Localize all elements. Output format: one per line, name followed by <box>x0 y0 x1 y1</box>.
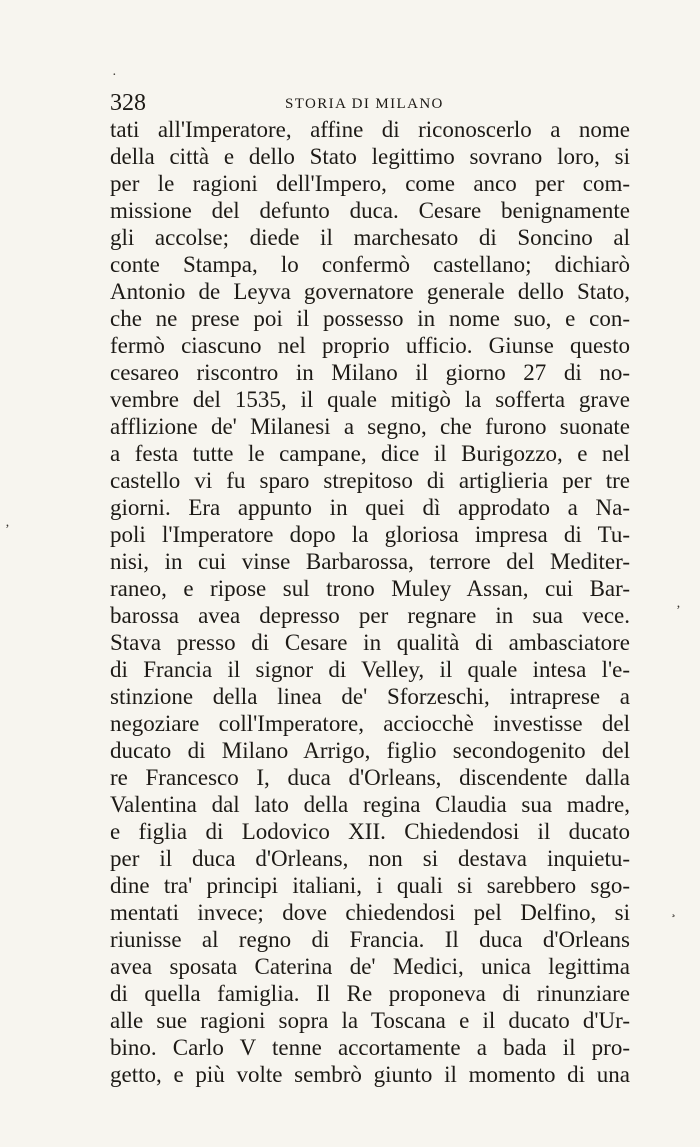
page-header <box>110 90 630 116</box>
text-line: mentati invece; dove chiedendosi pel Delfino, si <box>110 900 630 925</box>
text-line: dine tra' principi italiani, i quali si sarebbero sgo- <box>110 873 630 898</box>
text-line: gli accolse; diede il marchesato di Soncino al <box>110 225 630 250</box>
text-line: afflizione de' Milanesi a segno, che furono suonate <box>110 414 630 439</box>
text-line: tati all'Imperatore, affine di riconoscerlo a nome <box>110 117 630 142</box>
text-line: della città e dello Stato legittimo sovrano loro, si <box>110 144 630 169</box>
text-line: castello vi fu sparo strepitoso di artiglieria per tre <box>110 468 630 493</box>
text-line: alle sue ragioni sopra la Toscana e il ducato d'Ur- <box>110 1008 630 1033</box>
page-number: 328 <box>110 90 146 116</box>
text-line: per le ragioni dell'Impero, come anco per com- <box>110 171 630 196</box>
text-line: getto, e più volte sembrò giunto il momento di una <box>110 1062 630 1087</box>
text-line: riunisse al regno di Francia. Il duca d'Orleans <box>110 927 630 952</box>
text-line: bino. Carlo V tenne accortamente a bada il pro- <box>110 1035 630 1060</box>
text-line: missione del defunto duca. Cesare benignamente <box>110 198 630 223</box>
text-line: fermò ciascuno nel proprio ufficio. Giunse questo <box>110 333 630 358</box>
text-line: Antonio de Leyva governatore generale dello Stato, <box>110 279 630 304</box>
text-line: barossa avea depresso per regnare in sua vece. <box>110 603 630 628</box>
text-line: avea sposata Caterina de' Medici, unica legittima <box>110 954 630 979</box>
text-line: raneo, e ripose sul trono Muley Assan, cui Bar- <box>110 576 630 601</box>
text-line: re Francesco I, duca d'Orleans, discendente dalla <box>110 765 630 790</box>
text-line: di quella famiglia. Il Re proponeva di rinunziare <box>110 981 630 1006</box>
text-line: che ne prese poi il possesso in nome suo, e con- <box>110 306 630 331</box>
text-line: giorni. Era appunto in quei dì approdato a Na- <box>110 495 630 520</box>
speck-mark: ¸ <box>671 903 676 918</box>
text-line: ducato di Milano Arrigo, figlio secondogenito del <box>110 738 630 763</box>
text-line: a festa tutte le campane, dice il Burigozzo, e nel <box>110 441 630 466</box>
text-line: per il duca d'Orleans, non si destava inquietu- <box>110 846 630 871</box>
text-line: e figlia di Lodovico XII. Chiedendosi il ducato <box>110 819 630 844</box>
text-line: Valentina dal lato della regina Claudia sua madre, <box>110 792 630 817</box>
text-line: Stava presso di Cesare in qualità di ambasciatore <box>110 630 630 655</box>
running-head: STORIA DI MILANO <box>285 96 444 112</box>
text-line: conte Stampa, lo confermò castellano; dichiarò <box>110 252 630 277</box>
text-line: di Francia il signor di Velley, il quale intesa l'e- <box>110 657 630 682</box>
text-line: vembre del 1535, il quale mitigò la sofferta grave <box>110 387 630 412</box>
text-line: nisi, in cui vinse Barbarossa, terrore del Mediter- <box>110 549 630 574</box>
text-line: poli l'Imperatore dopo la gloriosa impresa di Tu- <box>110 522 630 547</box>
text-line: negoziare coll'Imperatore, acciocchè investisse del <box>110 711 630 736</box>
text-line: stinzione della linea de' Sforzeschi, intraprese a <box>110 684 630 709</box>
text-line: cesareo riscontro in Milano il giorno 27 di no- <box>110 360 630 385</box>
speck-mark: · <box>112 68 117 83</box>
speck-mark: ‚ <box>5 515 10 530</box>
speck-mark: ‚ <box>676 596 681 611</box>
body-text <box>110 116 630 1088</box>
